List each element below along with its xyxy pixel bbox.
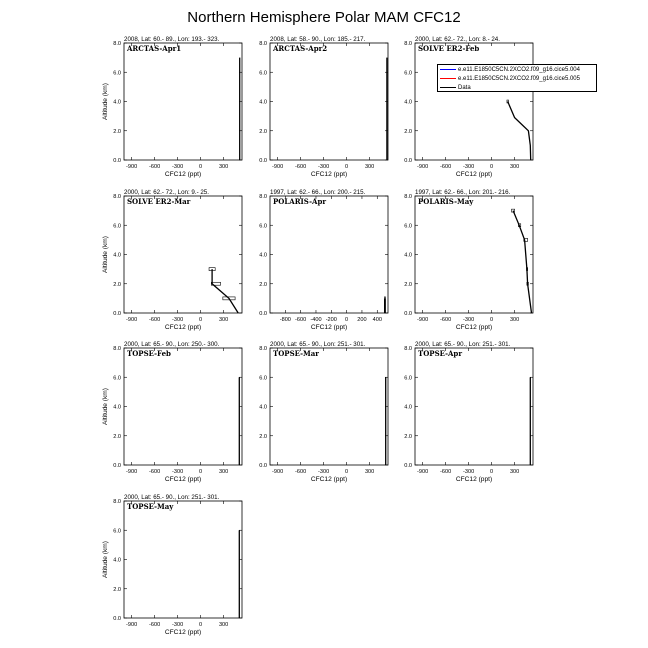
x-tick-label: -900: [417, 469, 429, 475]
panel-subtitle: 2000, Lat: 65.- 90., Lon: 251.- 301.: [415, 341, 511, 348]
x-tick-label: 300: [218, 164, 229, 170]
y-tick-label: 4.0: [404, 99, 412, 106]
x-tick-label: 0: [199, 469, 203, 475]
y-tick-label: 8.0: [113, 346, 121, 352]
y-tick-label: 8.0: [404, 41, 412, 47]
x-axis-label: CFC12 (ppt): [164, 476, 202, 483]
x-tick-label: 200: [357, 317, 367, 323]
series-line-data: [513, 211, 531, 313]
plot-frame: [415, 348, 533, 465]
x-tick-label: 400: [372, 317, 382, 323]
y-axis-label: Altitude (km): [102, 235, 109, 274]
y-axis-label: Altitude (km): [102, 82, 109, 121]
chart-panel-1: [102, 36, 242, 178]
y-tick-label: 8.0: [113, 41, 121, 47]
legend-label: e.e11.E1850C5CN.2XCO2.f09_g16.cice5.005: [458, 76, 580, 82]
x-tick-label: -600: [149, 622, 161, 628]
legend-swatch-red: [440, 78, 456, 79]
y-tick-label: 2.0: [404, 128, 412, 135]
y-tick-label: 4.0: [259, 99, 267, 106]
y-tick-label: 4.0: [404, 252, 412, 259]
plot-frame: [270, 348, 388, 465]
y-tick-label: 6.0: [113, 375, 121, 382]
x-tick-label: 0: [199, 164, 203, 170]
x-tick-label: -300: [172, 317, 184, 323]
panel-subtitle: 2008, Lat: 60.- 89., Lon: 193.- 323.: [124, 36, 220, 43]
legend-label: e.e11.E1850C5CN.2XCO2.f09_g16.cice5.004: [458, 67, 580, 73]
y-axis-label: Altitude (km): [102, 387, 109, 426]
panel-label: POLARIS-Apr: [273, 197, 327, 206]
y-tick-label: 0.0: [259, 311, 267, 317]
plot-frame: [415, 196, 533, 313]
y-tick-label: 2.0: [259, 433, 267, 440]
x-tick-label: -300: [463, 317, 475, 323]
x-tick-label: -900: [417, 164, 429, 170]
x-tick-label: -600: [440, 317, 452, 323]
y-axis-label: Altitude (km): [102, 540, 109, 579]
series-line-data: [212, 269, 238, 313]
y-tick-label: 0.0: [113, 616, 121, 622]
legend-entry: [440, 75, 580, 83]
chart-panel-7: [102, 341, 242, 483]
legend-entry: [440, 66, 580, 74]
panel-label: TOPSE-Apr: [418, 349, 463, 358]
y-tick-label: 6.0: [113, 528, 121, 535]
x-tick-label: 0: [345, 164, 349, 170]
legend-swatch-black: [440, 87, 456, 88]
chart-panel-9: [404, 341, 533, 483]
chart-panel-8: [259, 341, 388, 483]
y-tick-label: 2.0: [259, 128, 267, 135]
y-tick-label: 8.0: [259, 41, 267, 47]
y-tick-label: 2.0: [113, 586, 121, 593]
x-axis-label: CFC12 (ppt): [455, 324, 493, 331]
y-tick-label: 8.0: [259, 194, 267, 200]
x-tick-label: 0: [345, 317, 349, 323]
x-tick-label: -900: [126, 622, 138, 628]
x-tick-label: -600: [440, 164, 452, 170]
x-tick-label: 300: [218, 469, 229, 475]
x-tick-label: -600: [295, 164, 307, 170]
x-tick-label: -300: [172, 469, 184, 475]
legend: [437, 64, 597, 92]
y-tick-label: 0.0: [404, 311, 412, 317]
y-tick-label: 6.0: [113, 223, 121, 230]
panel-subtitle: 1997, Lat: 62.- 66., Lon: 201.- 216.: [415, 189, 511, 196]
y-tick-label: 0.0: [113, 311, 121, 317]
x-tick-label: 300: [509, 469, 520, 475]
y-tick-label: 6.0: [259, 375, 267, 382]
chart-panel-5: [259, 189, 388, 331]
legend-label: Data: [458, 85, 471, 91]
chart-panel-10: [102, 494, 242, 636]
panel-subtitle: 2000, Lat: 65.- 90., Lon: 251.- 301.: [270, 341, 366, 348]
x-tick-label: 0: [490, 317, 494, 323]
panel-subtitle: 2000, Lat: 62.- 72., Lon: 8.- 24.: [415, 36, 500, 43]
x-tick-label: -600: [149, 164, 161, 170]
y-tick-label: 4.0: [113, 252, 121, 259]
x-tick-label: -400: [310, 317, 322, 323]
x-tick-label: -600: [295, 469, 307, 475]
y-tick-label: 0.0: [113, 463, 121, 469]
x-axis-label: CFC12 (ppt): [455, 476, 493, 483]
y-tick-label: 0.0: [404, 158, 412, 164]
x-tick-label: -900: [417, 317, 429, 323]
x-tick-label: 0: [345, 469, 349, 475]
y-tick-label: 6.0: [404, 70, 412, 77]
y-tick-label: 4.0: [113, 404, 121, 411]
chart-panel-3: [404, 36, 533, 178]
y-tick-label: 4.0: [113, 557, 121, 564]
x-tick-label: -900: [272, 164, 284, 170]
x-tick-label: 300: [509, 317, 520, 323]
y-tick-label: 6.0: [404, 375, 412, 382]
plot-frame: [124, 501, 242, 618]
x-axis-label: CFC12 (ppt): [455, 171, 493, 178]
x-tick-label: -300: [172, 622, 184, 628]
x-tick-label: 0: [199, 317, 203, 323]
series-line-data: [508, 102, 531, 161]
y-tick-label: 8.0: [113, 194, 121, 200]
y-tick-label: 4.0: [259, 404, 267, 411]
chart-panel-2: [259, 36, 388, 178]
x-tick-label: -900: [272, 469, 284, 475]
panel-subtitle: 2000, Lat: 65.- 90., Lon: 251.- 301.: [124, 494, 220, 501]
y-tick-label: 2.0: [113, 128, 121, 135]
y-tick-label: 2.0: [113, 281, 121, 288]
y-tick-label: 6.0: [259, 223, 267, 230]
x-tick-label: -600: [440, 469, 452, 475]
x-tick-label: -300: [318, 469, 330, 475]
y-tick-label: 8.0: [404, 194, 412, 200]
plot-frame: [124, 43, 242, 160]
x-tick-label: -800: [279, 317, 291, 323]
y-tick-label: 2.0: [259, 281, 267, 288]
panel-subtitle: 2000, Lat: 62.- 72., Lon: 9.- 25.: [124, 189, 209, 196]
x-axis-label: CFC12 (ppt): [310, 324, 348, 331]
y-tick-label: 2.0: [113, 433, 121, 440]
x-tick-label: 300: [364, 164, 375, 170]
panel-label: ARCTAS-Apr1: [127, 44, 182, 53]
x-axis-label: CFC12 (ppt): [164, 171, 202, 178]
y-tick-label: 6.0: [404, 223, 412, 230]
y-tick-label: 8.0: [259, 346, 267, 352]
x-tick-label: -300: [318, 164, 330, 170]
plot-frame: [270, 43, 388, 160]
panel-label: TOPSE-Feb: [127, 349, 171, 358]
panel-subtitle: 2008, Lat: 58.- 90., Lon: 185.- 217.: [270, 36, 366, 43]
panel-subtitle: 1997, Lat: 62.- 66., Lon: 200.- 215.: [270, 189, 366, 196]
y-tick-label: 8.0: [113, 499, 121, 505]
x-tick-label: -200: [325, 317, 337, 323]
x-tick-label: 300: [364, 469, 375, 475]
x-tick-label: 300: [509, 164, 520, 170]
figure-title: Northern Hemisphere Polar MAM CFC12: [187, 9, 461, 26]
y-tick-label: 8.0: [404, 346, 412, 352]
x-tick-label: -600: [149, 317, 161, 323]
panel-label: POLARIS-May: [418, 197, 474, 206]
plot-frame: [270, 196, 388, 313]
y-tick-label: 0.0: [404, 463, 412, 469]
chart-panel-6: [404, 189, 533, 331]
x-tick-label: -900: [126, 469, 138, 475]
panel-label: TOPSE-Mar: [273, 349, 319, 358]
plot-frame: [124, 348, 242, 465]
panel-label: ARCTAS-Apr2: [273, 44, 328, 53]
y-tick-label: 0.0: [113, 158, 121, 164]
x-tick-label: -900: [126, 317, 138, 323]
y-tick-label: 2.0: [404, 281, 412, 288]
x-tick-label: -300: [172, 164, 184, 170]
plot-frame: [124, 196, 242, 313]
panel-subtitle: 2000, Lat: 65.- 90., Lon: 250.- 300.: [124, 341, 220, 348]
legend-swatch-blue: [440, 69, 456, 70]
x-tick-label: -300: [463, 469, 475, 475]
x-tick-label: -900: [126, 164, 138, 170]
y-tick-label: 4.0: [404, 404, 412, 411]
x-axis-label: CFC12 (ppt): [310, 171, 348, 178]
x-tick-label: 0: [490, 469, 494, 475]
plot-frame: [415, 43, 533, 160]
y-tick-label: 4.0: [259, 252, 267, 259]
y-tick-label: 0.0: [259, 158, 267, 164]
y-tick-label: 6.0: [259, 70, 267, 77]
panel-label: SOLVE ER2-Mar: [127, 197, 191, 206]
panel-label: TOPSE-May: [127, 502, 174, 511]
x-tick-label: 300: [218, 622, 229, 628]
x-tick-label: -600: [295, 317, 307, 323]
x-tick-label: -600: [149, 469, 161, 475]
x-tick-label: -300: [463, 164, 475, 170]
y-tick-label: 6.0: [113, 70, 121, 77]
x-tick-label: 0: [199, 622, 203, 628]
x-tick-label: 300: [218, 317, 229, 323]
chart-panel-4: [102, 189, 242, 331]
y-tick-label: 0.0: [259, 463, 267, 469]
x-tick-label: 0: [490, 164, 494, 170]
x-axis-label: CFC12 (ppt): [164, 324, 202, 331]
y-tick-label: 2.0: [404, 433, 412, 440]
x-axis-label: CFC12 (ppt): [310, 476, 348, 483]
panel-label: SOLVE ER2-Feb: [418, 44, 480, 53]
y-tick-label: 4.0: [113, 99, 121, 106]
legend-entry: [440, 84, 471, 92]
x-axis-label: CFC12 (ppt): [164, 629, 202, 636]
